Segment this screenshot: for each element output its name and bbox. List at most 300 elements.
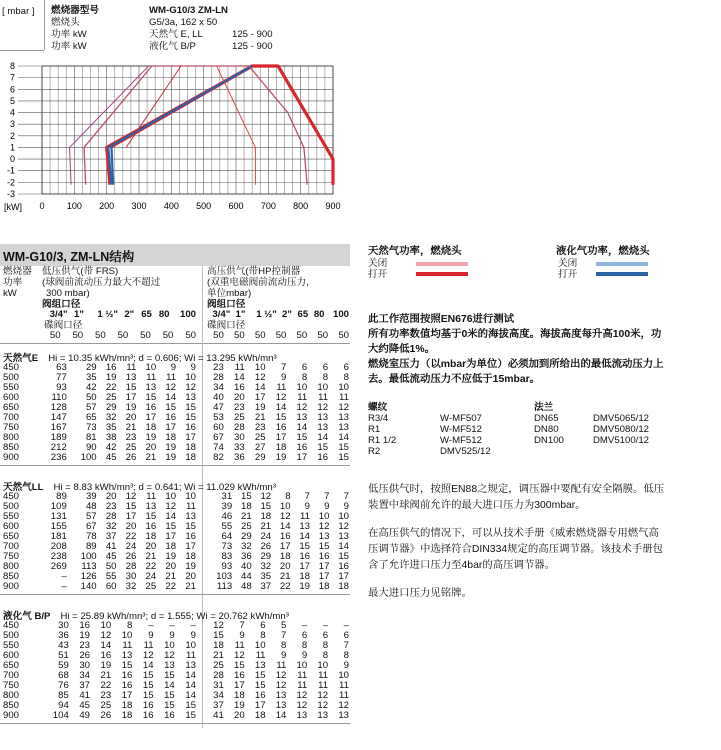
table-cell: 13 bbox=[317, 710, 329, 721]
table-cell: 20 bbox=[105, 491, 117, 502]
ball-size-cell: 50 bbox=[162, 330, 174, 341]
table-cell: 14 bbox=[100, 640, 112, 651]
table-cell: 700 bbox=[3, 670, 20, 681]
para-highpressure-3: 含了允许进口压力至4bar的高压调节器。 bbox=[368, 560, 556, 571]
table-cell: 9 bbox=[239, 630, 245, 641]
ball-size-cell: 50 bbox=[275, 330, 287, 341]
table-cell: 18 bbox=[165, 432, 177, 443]
table-cell: 13 bbox=[275, 700, 287, 711]
table-cell: 14 bbox=[296, 422, 308, 433]
table-cell: 9 bbox=[301, 650, 308, 661]
table-cell: – bbox=[343, 620, 349, 631]
para-highpressure-1: 在高压供气的情况下，可以从技术手册《威索燃烧器专用燃气高 bbox=[368, 528, 659, 539]
legend-lpg-open-label: 打开 bbox=[558, 269, 578, 280]
table-cell: 19 bbox=[165, 551, 177, 562]
table-cell: 31 bbox=[213, 680, 224, 691]
table-cell: 18 bbox=[260, 511, 272, 522]
table-cell: 15 bbox=[260, 501, 272, 512]
table-cell: 25 bbox=[145, 581, 157, 592]
y-tick-label: 0 bbox=[9, 154, 15, 165]
table-cell: 15 bbox=[254, 680, 266, 691]
table-cell: 10 bbox=[165, 491, 177, 502]
table-cell: 26 bbox=[100, 710, 112, 721]
table-cell: 450 bbox=[3, 491, 20, 502]
table-cell: 13 bbox=[185, 660, 196, 671]
power-range-ng: 125 - 900 bbox=[232, 29, 273, 40]
table-cell: 15 bbox=[275, 412, 287, 423]
table-cell: 18 bbox=[318, 581, 330, 592]
para-nameplate: 最大进口压力见铭牌。 bbox=[368, 588, 472, 599]
table-cell: 6 bbox=[322, 362, 329, 373]
col-head-hp4: 阀组口径 bbox=[207, 299, 246, 310]
table-cell: 11 bbox=[318, 680, 329, 691]
table-cell: 12 bbox=[260, 491, 272, 502]
thread-connection-cell: W-MF512 bbox=[440, 424, 482, 435]
y-tick-label: -1 bbox=[6, 165, 15, 176]
thread-connection-cell: R1 1/2 bbox=[368, 435, 397, 446]
table-cell: 89 bbox=[85, 541, 97, 552]
table-cell: 11 bbox=[146, 372, 157, 383]
table-cell: 12 bbox=[234, 650, 245, 661]
table-cell: 13 bbox=[145, 501, 157, 512]
section-divider bbox=[0, 723, 350, 724]
table-cell: 65 bbox=[85, 412, 97, 423]
table-cell: 212 bbox=[50, 442, 67, 453]
table-cell: 13 bbox=[318, 531, 330, 542]
flange-heading: 法兰 bbox=[534, 402, 554, 413]
table-cell: 15 bbox=[213, 630, 224, 641]
legend-lpg-closed-swatch bbox=[596, 262, 648, 266]
table-cell: 9 bbox=[281, 372, 287, 383]
table-cell: 11 bbox=[339, 392, 349, 403]
table-cell: 22 bbox=[125, 531, 137, 542]
table-cell: 900 bbox=[3, 710, 20, 721]
table-cell: 49 bbox=[79, 710, 90, 721]
chart-x-ticks bbox=[39, 201, 340, 211]
table-cell: 17 bbox=[125, 392, 137, 403]
table-cell: 16 bbox=[145, 521, 157, 532]
table-cell: 167 bbox=[50, 422, 67, 433]
table-cell: 18 bbox=[213, 640, 224, 651]
table-cell: 11 bbox=[318, 670, 329, 681]
table-cell: 32 bbox=[240, 541, 252, 552]
table-cell: 20 bbox=[185, 571, 196, 582]
table-cell: 13 bbox=[275, 690, 287, 701]
table-cell: 28 bbox=[213, 670, 224, 681]
col-head-burner: 燃烧器 bbox=[3, 266, 32, 277]
table-cell: 11 bbox=[276, 660, 287, 671]
size-cell: 100 bbox=[179, 309, 196, 320]
ball-size-cell: 50 bbox=[338, 330, 349, 341]
table-cell: 20 bbox=[145, 442, 157, 453]
table-cell: 20 bbox=[279, 561, 291, 572]
table-cell: 15 bbox=[338, 452, 349, 463]
table-cell: 7 bbox=[304, 491, 311, 502]
table-cell: 10 bbox=[185, 640, 196, 651]
table-cell: 29 bbox=[85, 362, 97, 373]
header-bracket bbox=[44, 0, 45, 50]
table-cell: 20 bbox=[165, 561, 177, 572]
table-cell: 850 bbox=[3, 700, 20, 711]
working-range-chart bbox=[0, 58, 350, 218]
table-cell: 13 bbox=[254, 660, 266, 671]
table-cell: 15 bbox=[240, 491, 252, 502]
table-row bbox=[203, 582, 349, 592]
table-cell: 14 bbox=[254, 382, 266, 393]
ball-size-cell: 50 bbox=[117, 330, 129, 341]
table-cell: 14 bbox=[185, 680, 196, 691]
x-axis-label: [kW] bbox=[4, 202, 22, 212]
table-cell: 14 bbox=[275, 402, 287, 413]
table-cell: 8 bbox=[322, 650, 329, 661]
table-cell: 800 bbox=[3, 561, 20, 572]
table-cell: 18 bbox=[185, 442, 196, 453]
table-row bbox=[3, 621, 196, 631]
head-value: G5/3a, 162 x 50 bbox=[149, 17, 218, 28]
table-cell: 40 bbox=[213, 392, 224, 403]
ball-size-cell: 50 bbox=[140, 330, 151, 341]
ball-size-cell: 50 bbox=[234, 330, 245, 341]
gas-section-header bbox=[3, 608, 289, 622]
table-cell: 20 bbox=[234, 710, 245, 721]
table-cell: 11 bbox=[297, 670, 308, 681]
header-bracket-bottom bbox=[0, 50, 44, 51]
table-cell: 15 bbox=[142, 690, 154, 701]
table-cell: 13 bbox=[164, 660, 175, 671]
flange-connection-cell: DN65 bbox=[534, 413, 559, 424]
table-cell: 94 bbox=[58, 700, 69, 711]
section-divider bbox=[0, 594, 350, 595]
table-cell: 35 bbox=[105, 422, 117, 433]
size-cell: 1" bbox=[235, 309, 246, 320]
table-cell: 29 bbox=[254, 452, 266, 463]
table-cell: 8 bbox=[343, 372, 349, 383]
table-cell: 9 bbox=[190, 630, 196, 641]
table-cell: 10 bbox=[279, 501, 291, 512]
table-cell: 6 bbox=[260, 620, 266, 631]
table-cell: 17 bbox=[165, 422, 177, 433]
table-cell: 16 bbox=[165, 412, 177, 423]
table-cell: 37 bbox=[79, 680, 90, 691]
table-cell: 15 bbox=[317, 442, 329, 453]
table-cell: 12 bbox=[254, 372, 266, 383]
table-cell: 41 bbox=[105, 541, 117, 552]
table-cell: 19 bbox=[185, 561, 196, 572]
table-cell: 11 bbox=[300, 511, 311, 522]
table-cell: 9 bbox=[190, 362, 196, 373]
table-cell: 48 bbox=[240, 581, 252, 592]
legend-ng-title: 天然气功率，燃烧头 bbox=[368, 246, 462, 257]
thread-connection-cell: R2 bbox=[368, 446, 381, 457]
note-line-2: 所有功率数值均基于0米的海拔高度。海拔高度每升高100米，功 bbox=[368, 329, 662, 340]
table-cell: 600 bbox=[3, 392, 20, 403]
table-cell: 12 bbox=[279, 511, 291, 522]
y-tick-label: -3 bbox=[6, 189, 15, 199]
table-cell: 11 bbox=[186, 501, 196, 512]
table-cell: 17 bbox=[234, 680, 245, 691]
table-cell: 6 bbox=[322, 630, 329, 641]
table-cell: 550 bbox=[3, 382, 20, 393]
table-cell: 126 bbox=[80, 571, 97, 582]
series-line bbox=[126, 66, 181, 147]
table-cell: 9 bbox=[281, 650, 287, 661]
chart-series bbox=[69, 66, 333, 185]
table-cell: 113 bbox=[81, 561, 97, 572]
table-cell: 12 bbox=[296, 402, 308, 413]
table-cell: 7 bbox=[324, 491, 330, 502]
table-cell: 104 bbox=[52, 710, 69, 721]
valve-size-row-hp bbox=[203, 310, 349, 320]
power-label-ng: 功率 kW bbox=[51, 29, 87, 40]
table-cell: 32 bbox=[125, 581, 137, 592]
table-cell: 13 bbox=[338, 422, 349, 433]
table-cell: 9 bbox=[304, 501, 311, 512]
table-cell: 13 bbox=[121, 650, 133, 661]
table-cell: 11 bbox=[234, 362, 245, 373]
table-cell: 37 bbox=[260, 581, 272, 592]
table-cell: 18 bbox=[279, 551, 291, 562]
table-cell: 15 bbox=[185, 402, 196, 413]
table-cell: 14 bbox=[164, 680, 175, 691]
table-cell: 11 bbox=[122, 640, 133, 651]
table-cell: 147 bbox=[50, 412, 67, 423]
x-tick-label: 100 bbox=[66, 201, 82, 211]
table-cell: 15 bbox=[338, 551, 349, 562]
table-cell: – bbox=[148, 620, 154, 631]
table-cell: 14 bbox=[275, 710, 287, 721]
table-cell: 17 bbox=[185, 432, 196, 443]
table-cell: 19 bbox=[165, 452, 177, 463]
size-cell: 65 bbox=[141, 309, 152, 320]
pressure-table bbox=[3, 621, 196, 721]
table-cell: 15 bbox=[125, 501, 137, 512]
table-cell: 22 bbox=[165, 581, 177, 592]
table-cell: 450 bbox=[3, 620, 20, 631]
table-cell: 19 bbox=[79, 630, 90, 641]
legend-ng-closed-label: 关闭 bbox=[368, 258, 388, 269]
header-divider bbox=[0, 343, 350, 344]
ball-size-cell: 50 bbox=[317, 330, 329, 341]
table-cell: 12 bbox=[213, 620, 224, 631]
table-cell: 16 bbox=[142, 710, 154, 721]
table-cell: 900 bbox=[3, 452, 20, 463]
table-cell: 19 bbox=[125, 402, 137, 413]
table-cell: 35 bbox=[85, 372, 97, 383]
table-cell: 113 bbox=[216, 581, 233, 592]
table-cell: 11 bbox=[276, 382, 287, 393]
table-cell: 23 bbox=[100, 690, 112, 701]
table-cell: 19 bbox=[299, 581, 311, 592]
table-cell: 17 bbox=[299, 561, 311, 572]
table-cell: 10 bbox=[254, 362, 266, 373]
table-cell: 110 bbox=[51, 392, 67, 403]
table-cell: 30 bbox=[58, 620, 69, 631]
table-cell: 12 bbox=[317, 690, 329, 701]
flange-connection-cell: DMV5080/12 bbox=[593, 424, 649, 435]
col-head-lp3: 300 mbar) bbox=[46, 288, 90, 299]
table-cell: – bbox=[322, 620, 329, 631]
table-cell: 67 bbox=[85, 521, 97, 532]
table-cell: 89 bbox=[56, 491, 67, 502]
size-cell: 65 bbox=[297, 309, 309, 320]
table-cell: 700 bbox=[3, 541, 20, 552]
table-cell: 850 bbox=[3, 571, 20, 582]
table-cell: 14 bbox=[279, 521, 291, 532]
table-cell: 18 bbox=[165, 541, 177, 552]
table-cell: 25 bbox=[234, 412, 245, 423]
table-cell: 7 bbox=[239, 620, 245, 631]
table-cell: 19 bbox=[254, 402, 266, 413]
table-cell: 19 bbox=[165, 442, 177, 453]
table-cell: 17 bbox=[275, 432, 287, 443]
table-cell: 20 bbox=[145, 541, 157, 552]
ball-size-row-hp bbox=[203, 331, 349, 341]
table-cell: 269 bbox=[50, 561, 67, 572]
table-cell: 17 bbox=[318, 561, 330, 572]
table-cell: 650 bbox=[3, 531, 20, 542]
table-cell: 14 bbox=[317, 432, 329, 443]
table-cell: 16 bbox=[279, 531, 291, 542]
note-line-3: 大约降低1%。 bbox=[368, 344, 435, 355]
table-cell: 27 bbox=[254, 442, 266, 453]
table-cell: 39 bbox=[221, 501, 233, 512]
table-cell: 82 bbox=[213, 452, 224, 463]
table-cell: 78 bbox=[85, 531, 97, 542]
table-cell: 17 bbox=[338, 571, 349, 582]
table-cell: 12 bbox=[125, 491, 137, 502]
table-cell: 16 bbox=[100, 650, 112, 661]
table-cell: 20 bbox=[125, 412, 137, 423]
table-cell: 10 bbox=[338, 511, 349, 522]
table-cell: 16 bbox=[254, 690, 266, 701]
note-line-4: 燃烧室压力（以mbar为单位）必须加到所给出的最低流动压力上 bbox=[368, 359, 664, 370]
table-cell: 12 bbox=[165, 501, 177, 512]
table-cell: 36 bbox=[234, 452, 245, 463]
table-cell: 41 bbox=[213, 710, 224, 721]
ball-size-cell: 50 bbox=[296, 330, 308, 341]
ball-valve-label-lp: 碟阀口径 bbox=[44, 320, 83, 331]
size-cell: 80 bbox=[313, 309, 325, 320]
table-cell: 45 bbox=[105, 452, 117, 463]
table-cell: 28 bbox=[105, 511, 117, 522]
table-cell: 34 bbox=[79, 670, 90, 681]
legend-lpg-open-swatch bbox=[596, 272, 648, 276]
table-cell: 74 bbox=[213, 442, 224, 453]
table-cell: 12 bbox=[318, 521, 330, 532]
table-cell: 500 bbox=[3, 372, 20, 383]
table-cell: 13 bbox=[338, 710, 349, 721]
table-cell: 11 bbox=[339, 680, 349, 691]
table-cell: 19 bbox=[105, 372, 117, 383]
col-head-hp3: 单位mbar) bbox=[207, 288, 252, 299]
table-row bbox=[203, 453, 349, 463]
table-cell: 44 bbox=[240, 571, 252, 582]
table-cell: 10 bbox=[318, 511, 330, 522]
table-cell: 32 bbox=[260, 561, 272, 572]
table-cell: 18 bbox=[121, 700, 133, 711]
table-cell: 16 bbox=[121, 670, 133, 681]
legend-ng-open-swatch bbox=[416, 272, 468, 276]
y-tick-label: 2 bbox=[9, 130, 15, 141]
table-cell: 18 bbox=[145, 531, 157, 542]
table-cell: 10 bbox=[121, 630, 133, 641]
y-tick-label: 4 bbox=[9, 107, 15, 118]
thread-connection-cell: DMV525/12 bbox=[440, 446, 491, 457]
series-line bbox=[108, 66, 252, 185]
table-cell: 11 bbox=[318, 392, 329, 403]
table-cell: 29 bbox=[240, 531, 252, 542]
table-cell: 10 bbox=[296, 660, 308, 671]
table-cell: 15 bbox=[185, 412, 196, 423]
table-cell: 100 bbox=[80, 551, 97, 562]
gas-section-header bbox=[3, 479, 276, 493]
table-cell: 16 bbox=[142, 700, 154, 711]
para-lowpressure-1: 低压供气时，按照EN88之规定，调压器中要配有安全隔膜。低压 bbox=[368, 484, 665, 495]
table-cell: 16 bbox=[145, 402, 157, 413]
table-cell: 16 bbox=[234, 382, 245, 393]
table-cell: 700 bbox=[3, 412, 20, 423]
chart-y-ticks bbox=[7, 61, 42, 199]
valve-size-row-lp bbox=[38, 310, 196, 320]
table-cell: 11 bbox=[126, 362, 137, 373]
section-title: WM-G10/3, ZM-LN结构 bbox=[3, 250, 135, 264]
table-cell: 21 bbox=[145, 452, 157, 463]
table-cell: 15 bbox=[165, 402, 177, 413]
table-cell: 73 bbox=[221, 541, 233, 552]
table-cell: 30 bbox=[234, 432, 245, 443]
table-cell: 55 bbox=[221, 521, 233, 532]
table-cell: 900 bbox=[3, 581, 20, 592]
table-cell: 15 bbox=[145, 392, 157, 403]
table-cell: 7 bbox=[343, 491, 349, 502]
table-cell: 37 bbox=[105, 531, 117, 542]
size-cell: 2" bbox=[282, 309, 292, 320]
table-cell: 650 bbox=[3, 660, 20, 671]
ball-valve-label-hp: 碟阀口径 bbox=[207, 320, 246, 331]
table-cell: 750 bbox=[3, 551, 20, 562]
table-cell: 12 bbox=[275, 392, 287, 403]
table-cell: 12 bbox=[100, 630, 112, 641]
table-cell: 16 bbox=[79, 620, 90, 631]
table-cell: 93 bbox=[56, 382, 67, 393]
table-cell: 800 bbox=[3, 690, 20, 701]
para-lowpressure-2: 装置中球阀前允许的最大进口压力为300mbar。 bbox=[368, 500, 586, 511]
power-gas-ng: 天然气 E, LL bbox=[149, 29, 203, 40]
table-cell: 45 bbox=[105, 551, 117, 562]
table-cell: 500 bbox=[3, 630, 20, 641]
table-cell: 40 bbox=[240, 561, 252, 572]
table-cell: 35 bbox=[260, 571, 272, 582]
table-cell: 15 bbox=[254, 670, 266, 681]
table-cell: 18 bbox=[254, 710, 266, 721]
table-cell: 16 bbox=[105, 362, 117, 373]
table-cell: 15 bbox=[142, 670, 154, 681]
table-cell: 53 bbox=[213, 412, 224, 423]
table-cell: 21 bbox=[125, 422, 137, 433]
model-value: WM-G10/3 ZM-LN bbox=[149, 5, 228, 16]
table-cell: 36 bbox=[240, 551, 252, 562]
table-cell: 15 bbox=[121, 660, 133, 671]
table-cell: 10 bbox=[317, 660, 329, 671]
table-cell: 8 bbox=[322, 372, 329, 383]
gas-parameters: Hi = 8.83 kWh/mn³; d = 0.641; Wi = 11.029 kWh/mn³ bbox=[53, 482, 276, 493]
table-cell: 10 bbox=[185, 491, 196, 502]
table-cell: 14 bbox=[165, 511, 177, 522]
table-cell: 25 bbox=[100, 700, 112, 711]
table-cell: 21 bbox=[185, 581, 196, 592]
col-head-power: 功率 bbox=[3, 277, 23, 288]
table-cell: 48 bbox=[85, 501, 97, 512]
